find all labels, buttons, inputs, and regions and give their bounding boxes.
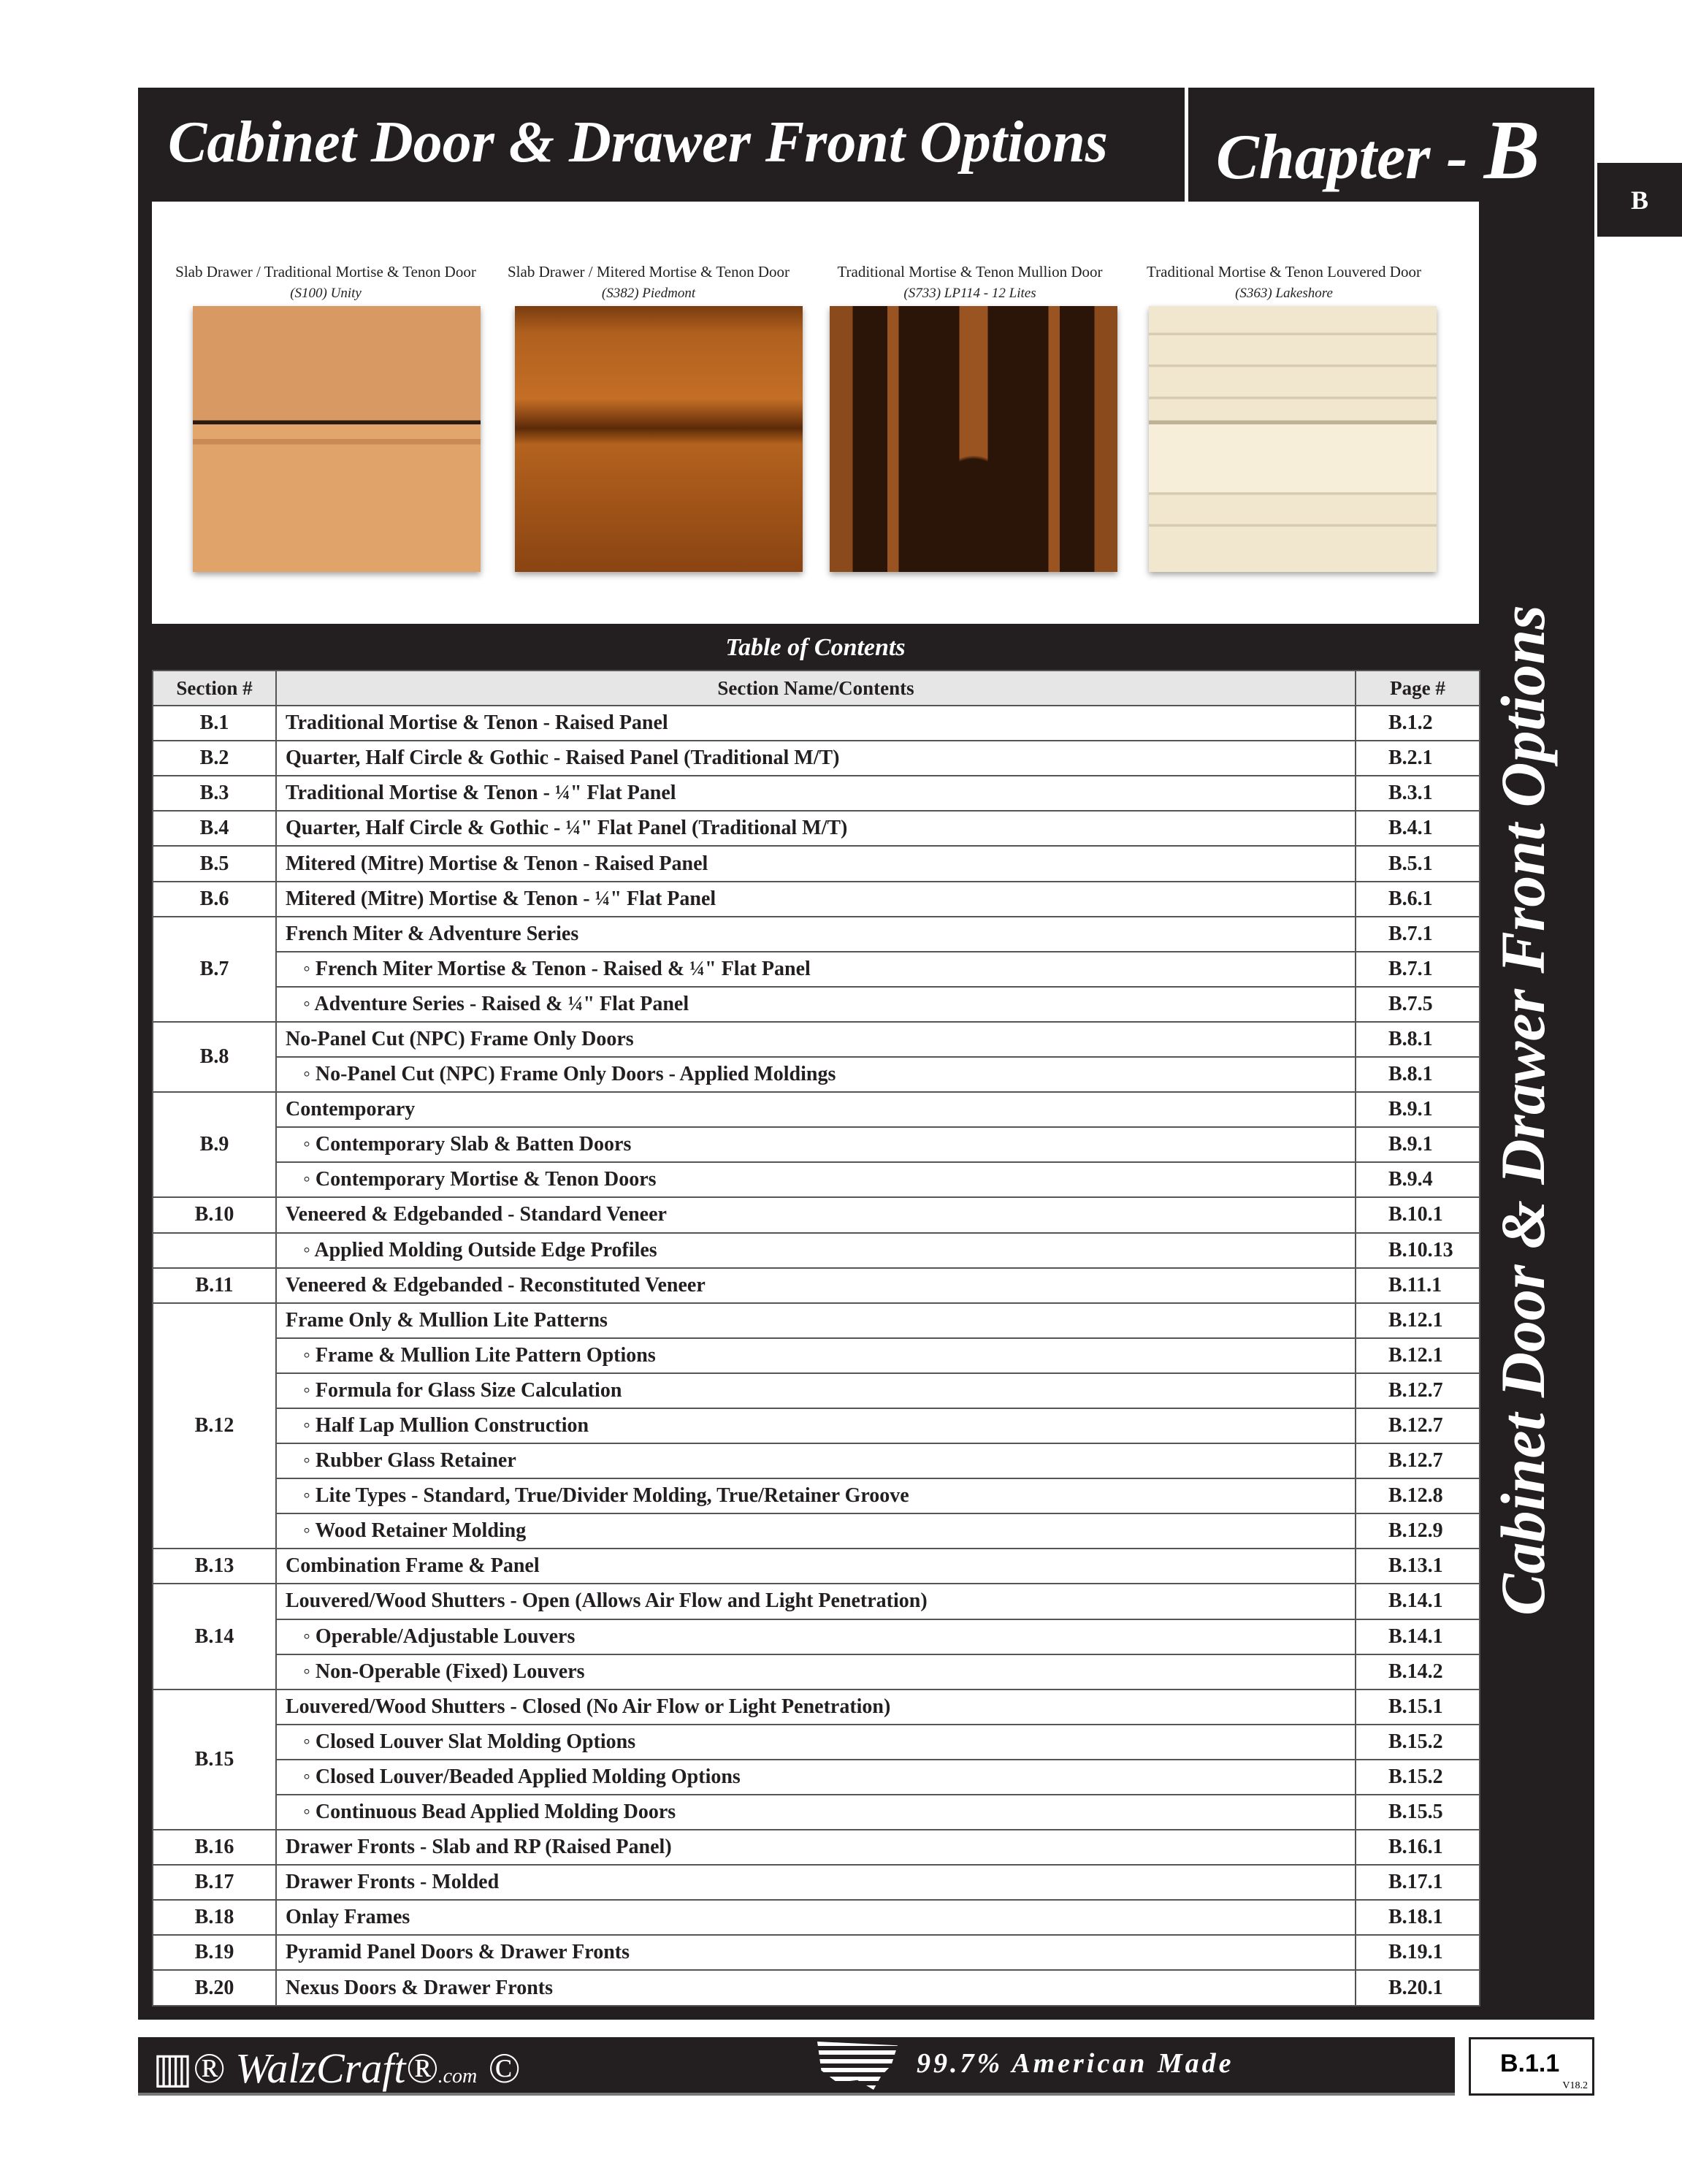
page-ref[interactable]: B.3.1 <box>1356 776 1480 811</box>
page-ref[interactable]: B.10.1 <box>1356 1197 1480 1232</box>
table-row <box>153 1443 1480 1478</box>
page-ref[interactable]: B.1.2 <box>1356 706 1480 741</box>
page-ref[interactable]: B.12.7 <box>1356 1408 1480 1443</box>
page-ref[interactable]: B.10.13 <box>1356 1233 1480 1268</box>
section-number: B.15 <box>153 1689 276 1830</box>
col-header-contents: Section Name/Contents <box>276 671 1356 706</box>
table-row <box>153 1162 1480 1197</box>
table-row <box>153 741 1480 776</box>
section-number: B.11 <box>153 1268 276 1303</box>
section-name[interactable]: Quarter, Half Circle & Gothic - Raised Panel (Traditional M/T) <box>276 741 1356 776</box>
page-ref[interactable]: B.12.1 <box>1356 1338 1480 1373</box>
section-name[interactable]: Traditional Mortise & Tenon - ¼" Flat Panel <box>276 776 1356 811</box>
page-ref[interactable]: B.8.1 <box>1356 1022 1480 1057</box>
section-number: B.14 <box>153 1584 276 1689</box>
page-ref[interactable]: B.12.7 <box>1356 1443 1480 1478</box>
table-row <box>153 1233 1480 1268</box>
col-header-section: Section # <box>153 671 276 706</box>
section-name[interactable]: ◦ French Miter Mortise & Tenon - Raised & ¼" Flat Panel <box>276 952 1356 987</box>
page-ref[interactable]: B.15.2 <box>1356 1725 1480 1760</box>
page-ref[interactable]: B.20.1 <box>1356 1970 1480 2005</box>
section-name[interactable]: Mitered (Mitre) Mortise & Tenon - ¼" Flat Panel <box>276 882 1356 917</box>
table-row <box>153 1057 1480 1092</box>
section-number: B.3 <box>153 776 276 811</box>
page-ref[interactable]: B.12.8 <box>1356 1478 1480 1513</box>
section-name[interactable]: ◦ Lite Types - Standard, True/Divider Molding, True/Retainer Groove <box>276 1478 1356 1513</box>
section-number: B.2 <box>153 741 276 776</box>
table-row <box>153 1022 1480 1057</box>
section-number: B.6 <box>153 882 276 917</box>
section-number: B.9 <box>153 1092 276 1197</box>
section-name[interactable]: Onlay Frames <box>276 1900 1356 1935</box>
section-name[interactable]: ◦ Non-Operable (Fixed) Louvers <box>276 1654 1356 1689</box>
table-row <box>153 1478 1480 1513</box>
door-caption: Traditional Mortise & Tenon Mullion Door (S733) LP114 - 12 Lites <box>837 263 1103 301</box>
section-number: B.17 <box>153 1865 276 1900</box>
section-name[interactable]: Traditional Mortise & Tenon - Raised Panel <box>276 706 1356 741</box>
page-ref[interactable]: B.9.1 <box>1356 1092 1480 1127</box>
page-ref[interactable]: B.9.4 <box>1356 1162 1480 1197</box>
section-name[interactable]: Veneered & Edgebanded - Standard Veneer <box>276 1197 1356 1232</box>
footer-bar <box>138 2037 1455 2096</box>
section-number: B.5 <box>153 846 276 881</box>
page-ref[interactable]: B.12.9 <box>1356 1513 1480 1549</box>
table-row <box>153 1303 1480 1338</box>
page-ref[interactable]: B.7.5 <box>1356 987 1480 1022</box>
section-number: B.12 <box>153 1303 276 1549</box>
page-ref[interactable]: B.13.1 <box>1356 1549 1480 1584</box>
table-row <box>153 776 1480 811</box>
door-gallery <box>152 202 1479 624</box>
section-name[interactable]: Drawer Fronts - Molded <box>276 1865 1356 1900</box>
section-name[interactable]: ◦ Operable/Adjustable Louvers <box>276 1619 1356 1654</box>
toc-table <box>152 670 1480 2007</box>
section-number: B.4 <box>153 811 276 846</box>
page-ref[interactable]: B.8.1 <box>1356 1057 1480 1092</box>
section-name[interactable]: Pyramid Panel Doors & Drawer Fronts <box>276 1935 1356 1970</box>
section-name[interactable]: Contemporary <box>276 1092 1356 1127</box>
page-ref[interactable]: B.18.1 <box>1356 1900 1480 1935</box>
page-number: B.1.1 <box>1500 2050 1560 2077</box>
page-ref[interactable]: B.17.1 <box>1356 1865 1480 1900</box>
page-ref[interactable]: B.6.1 <box>1356 882 1480 917</box>
section-name[interactable]: Mitered (Mitre) Mortise & Tenon - Raised Panel <box>276 846 1356 881</box>
chapter-letter: B <box>1483 104 1540 196</box>
section-number: B.7 <box>153 917 276 1022</box>
section-number: B.20 <box>153 1970 276 2005</box>
section-name[interactable]: ◦ Applied Molding Outside Edge Profiles <box>276 1233 1356 1268</box>
door-caption: Slab Drawer / Mitered Mortise & Tenon Door (S382) Piedmont <box>508 263 790 301</box>
header-divider <box>1185 88 1188 202</box>
page-ref[interactable]: B.9.1 <box>1356 1127 1480 1162</box>
toc-title: Table of Contents <box>725 634 906 661</box>
section-number: B.8 <box>153 1022 276 1092</box>
section-name[interactable]: ◦ Continuous Bead Applied Molding Doors <box>276 1795 1356 1830</box>
door-image-piedmont <box>515 306 803 572</box>
table-row <box>153 1935 1480 1970</box>
door-image-unity <box>193 306 481 572</box>
page-ref[interactable]: B.16.1 <box>1356 1830 1480 1865</box>
page-title: Cabinet Door & Drawer Front Options <box>168 110 1108 175</box>
section-name[interactable]: ◦ Closed Louver Slat Molding Options <box>276 1725 1356 1760</box>
page-ref[interactable]: B.7.1 <box>1356 952 1480 987</box>
section-number: B.18 <box>153 1900 276 1935</box>
section-name[interactable]: Louvered/Wood Shutters - Closed (No Air Flow or Light Penetration) <box>276 1689 1356 1725</box>
section-name[interactable]: Quarter, Half Circle & Gothic - ¼" Flat Panel (Traditional M/T) <box>276 811 1356 846</box>
section-number: B.16 <box>153 1830 276 1865</box>
page-ref[interactable]: B.7.1 <box>1356 917 1480 952</box>
section-name[interactable]: ◦ Contemporary Slab & Batten Doors <box>276 1127 1356 1162</box>
section-name[interactable]: ◦ Adventure Series - Raised & ¼" Flat Panel <box>276 987 1356 1022</box>
section-number: B.13 <box>153 1549 276 1584</box>
page-ref[interactable]: B.2.1 <box>1356 741 1480 776</box>
page-ref[interactable]: B.5.1 <box>1356 846 1480 881</box>
table-row <box>153 706 1480 741</box>
door-caption: Slab Drawer / Traditional Mortise & Tenon Door (S100) Unity <box>175 263 476 301</box>
section-name[interactable]: Drawer Fronts - Slab and RP (Raised Panel) <box>276 1830 1356 1865</box>
section-name[interactable]: Nexus Doors & Drawer Fronts <box>276 1970 1356 2005</box>
door-caption: Traditional Mortise & Tenon Louvered Door (S363) Lakeshore <box>1147 263 1421 301</box>
page-number-box <box>1469 2037 1594 2096</box>
page-ref[interactable]: B.14.2 <box>1356 1654 1480 1689</box>
walzcraft-logo: ▥® WalzCraft®.com © <box>153 2044 520 2092</box>
section-name[interactable]: ◦ Frame & Mullion Lite Pattern Options <box>276 1338 1356 1373</box>
table-row <box>153 1619 1480 1654</box>
table-row <box>153 1830 1480 1865</box>
page-ref[interactable]: B.19.1 <box>1356 1935 1480 1970</box>
table-row <box>153 1197 1480 1232</box>
table-row <box>153 882 1480 917</box>
section-number: B.19 <box>153 1935 276 1970</box>
side-title: Cabinet Door & Drawer Front Options <box>1488 605 1558 1616</box>
table-row <box>153 1338 1480 1373</box>
page-ref[interactable]: B.14.1 <box>1356 1619 1480 1654</box>
table-row <box>153 1725 1480 1760</box>
table-row <box>153 1865 1480 1900</box>
col-header-page: Page # <box>1356 671 1480 706</box>
page-ref[interactable]: B.14.1 <box>1356 1584 1480 1619</box>
tagline: 99.7% American Made <box>917 2048 1234 2079</box>
table-row <box>153 1408 1480 1443</box>
door-image-lakeshore <box>1149 306 1437 572</box>
section-number: B.1 <box>153 706 276 741</box>
section-name[interactable]: No-Panel Cut (NPC) Frame Only Doors <box>276 1022 1356 1057</box>
table-row <box>153 1373 1480 1408</box>
section-name[interactable]: ◦ Rubber Glass Retainer <box>276 1443 1356 1478</box>
chapter-label <box>1216 102 1540 199</box>
table-row <box>153 846 1480 881</box>
section-name[interactable]: ◦ Half Lap Mullion Construction <box>276 1408 1356 1443</box>
section-name[interactable]: Combination Frame & Panel <box>276 1549 1356 1584</box>
table-row <box>153 1513 1480 1549</box>
table-row <box>153 1092 1480 1127</box>
page-ref[interactable]: B.12.7 <box>1356 1373 1480 1408</box>
table-row <box>153 811 1480 846</box>
table-row <box>153 1584 1480 1619</box>
table-row <box>153 917 1480 952</box>
page-ref[interactable]: B.11.1 <box>1356 1268 1480 1303</box>
table-row <box>153 952 1480 987</box>
table-row <box>153 1127 1480 1162</box>
chapter-text: Chapter - <box>1216 122 1468 193</box>
page-ref[interactable]: B.15.2 <box>1356 1760 1480 1795</box>
section-number <box>153 1233 276 1268</box>
section-name[interactable]: ◦ Contemporary Mortise & Tenon Doors <box>276 1162 1356 1197</box>
table-row <box>153 1760 1480 1795</box>
table-row <box>153 1795 1480 1830</box>
page-ref[interactable]: B.4.1 <box>1356 811 1480 846</box>
section-name[interactable]: ◦ No-Panel Cut (NPC) Frame Only Doors - Applied Moldings <box>276 1057 1356 1092</box>
usa-flag-icon <box>817 2042 898 2090</box>
section-number: B.10 <box>153 1197 276 1232</box>
page-ref[interactable]: B.15.5 <box>1356 1795 1480 1830</box>
table-row <box>153 1689 1480 1725</box>
table-row <box>153 1549 1480 1584</box>
chapter-tab[interactable]: B <box>1597 163 1682 237</box>
table-row <box>153 987 1480 1022</box>
door-image-mullion <box>830 306 1117 572</box>
page-ref[interactable]: B.12.1 <box>1356 1303 1480 1338</box>
table-row <box>153 1970 1480 2005</box>
section-name[interactable]: French Miter & Adventure Series <box>276 917 1356 952</box>
section-name[interactable]: Veneered & Edgebanded - Reconstituted Veneer <box>276 1268 1356 1303</box>
table-row <box>153 1654 1480 1689</box>
section-name[interactable]: ◦ Formula for Glass Size Calculation <box>276 1373 1356 1408</box>
page-ref[interactable]: B.15.1 <box>1356 1689 1480 1725</box>
section-name[interactable]: ◦ Wood Retainer Molding <box>276 1513 1356 1549</box>
section-name[interactable]: ◦ Closed Louver/Beaded Applied Molding Options <box>276 1760 1356 1795</box>
version: V18.2 <box>1562 2080 1588 2091</box>
table-row <box>153 1268 1480 1303</box>
section-name[interactable]: Louvered/Wood Shutters - Open (Allows Air Flow and Light Penetration) <box>276 1584 1356 1619</box>
section-name[interactable]: Frame Only & Mullion Lite Patterns <box>276 1303 1356 1338</box>
table-row <box>153 1900 1480 1935</box>
